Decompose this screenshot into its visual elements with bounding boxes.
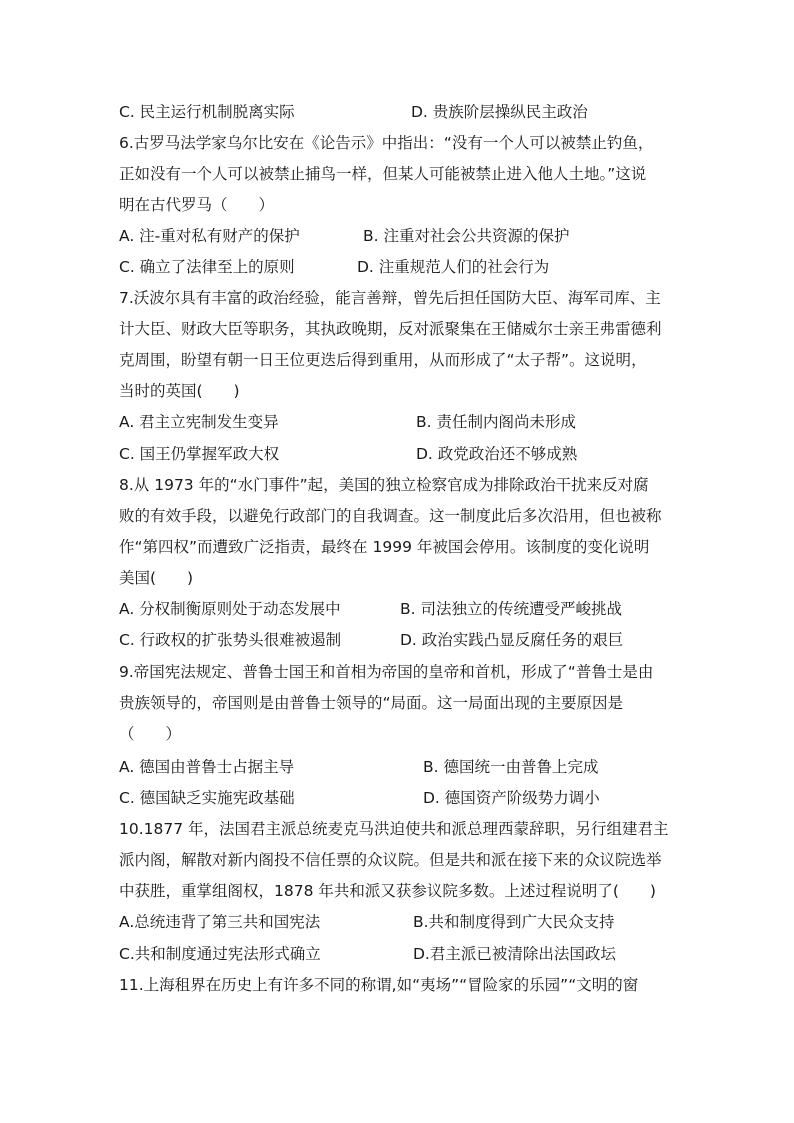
- q8-stem-line-2: 败的有效手段，以避免行政部门的自我调查。这一制度此后多次沿用，但也被称: [119, 507, 662, 525]
- q8-option-d: D. 政治实践凸显反腐任务的艰巨: [400, 631, 624, 649]
- q8-option-b: B. 司法独立的传统遭受严峻挑战: [400, 600, 622, 618]
- q9-stem-line-2: 贵族领导的，帝国则是由普鲁士领导的“局面。这一局面出现的主要原因是: [119, 694, 624, 712]
- q10-option-d: D.君主派已被清除出法国政坛: [413, 945, 616, 963]
- q9-option-c: C. 德国缺乏实施宪政基础: [119, 789, 295, 807]
- q9-option-a: A. 德国由普鲁士占据主导: [119, 758, 295, 776]
- q10-option-a: A.总统违背了第三共和国宪法: [119, 913, 321, 931]
- q6-stem-line-2: 正如没有一个人可以被禁止捕鸟一样，但某人可能被禁止进入他人土地。”这说: [119, 165, 647, 183]
- q7-option-d: D. 政党政治还不够成熟: [416, 445, 578, 463]
- q10-stem-line-3: 中获胜，重掌组阁权，1878 年共和派又获参议院多数。上述过程说明了( ): [119, 882, 656, 900]
- q6-stem-line-1: 6.古罗马法学家乌尔比安在《论告示》中指出：“没有一个人可以被禁止钓鱼，: [119, 134, 654, 152]
- q5-option-d: D. 贵族阶层操纵民主政治: [411, 103, 588, 121]
- q10-stem-line-1: 10.1877 年，法国君主派总统麦克马洪迫使共和派总理西蒙辞职，另行组建君主: [119, 820, 669, 838]
- q10-option-c: C.共和制度通过宪法形式确立: [119, 945, 321, 963]
- q9-option-d: D. 德国资产阶级势力调小: [423, 789, 600, 807]
- q7-stem-line-4: 当时的英国( ): [119, 382, 240, 400]
- q10-option-b: B.共和制度得到广大民众支持: [413, 913, 615, 931]
- q10-stem-line-2: 派内阁，解散对新内阁投不信任票的众议院。但是共和派在接下来的众议院选举: [119, 851, 662, 869]
- q11-stem-line-1: 11.上海租界在历史上有许多不同的称谓,如“夷场”“冒险家的乐园”“文明的窗: [119, 976, 639, 994]
- q7-stem-line-3: 克周围，盼望有朝一日王位更迭后得到重用，从而形成了“太子帮”。这说明，: [119, 351, 647, 369]
- q8-option-c: C. 行政权的扩张势头很难被遏制: [119, 631, 342, 649]
- q9-option-b: B. 德国统一由普鲁上完成: [423, 758, 599, 776]
- q7-stem-line-1: 7.沃波尔具有丰富的政治经验，能言善辩，曾先后担任国防大臣、海军司库、主: [119, 289, 661, 307]
- q8-stem-line-3: 作“第四权”而遭致广泛指责，最终在 1999 年被国会停用。该制度的变化说明: [119, 538, 650, 556]
- q7-option-c: C. 国王仍掌握军政大权: [119, 445, 280, 463]
- q6-option-d: D. 注重规范人们的社会行为: [357, 258, 550, 276]
- q9-stem-line-3: （ ）: [119, 725, 182, 743]
- q7-option-b: B. 责任制内阁尚未形成: [416, 413, 576, 431]
- q8-stem-line-1: 8.从 1973 年的“水门事件”起，美国的独立检察官成为排除政治干扰来反对腐: [119, 476, 649, 494]
- q6-stem-line-3: 明在古代罗马（ ）: [119, 196, 275, 214]
- q7-option-a: A. 君主立宪制发生变异: [119, 413, 279, 431]
- q5-option-c: C. 民主运行机制脱离实际: [119, 103, 295, 121]
- q6-option-b: B. 注重对社会公共资源的保护: [363, 227, 570, 245]
- q7-stem-line-2: 计大臣、财政大臣等职务，其执政晚期，反对派聚集在王储威尔士亲王弗雷德利: [119, 320, 662, 338]
- q9-stem-line-1: 9.帝国宪法规定、普鲁士国王和首相为帝国的皇帝和首机，形成了“普鲁士是由: [119, 663, 654, 681]
- q6-option-a: A. 注-重对私有财产的保护: [119, 227, 300, 245]
- q6-option-c: C. 确立了法律至上的原则: [119, 258, 295, 276]
- q8-stem-line-4: 美国( ): [119, 569, 194, 587]
- q8-option-a: A. 分权制衡原则处于动态发展中: [119, 600, 341, 618]
